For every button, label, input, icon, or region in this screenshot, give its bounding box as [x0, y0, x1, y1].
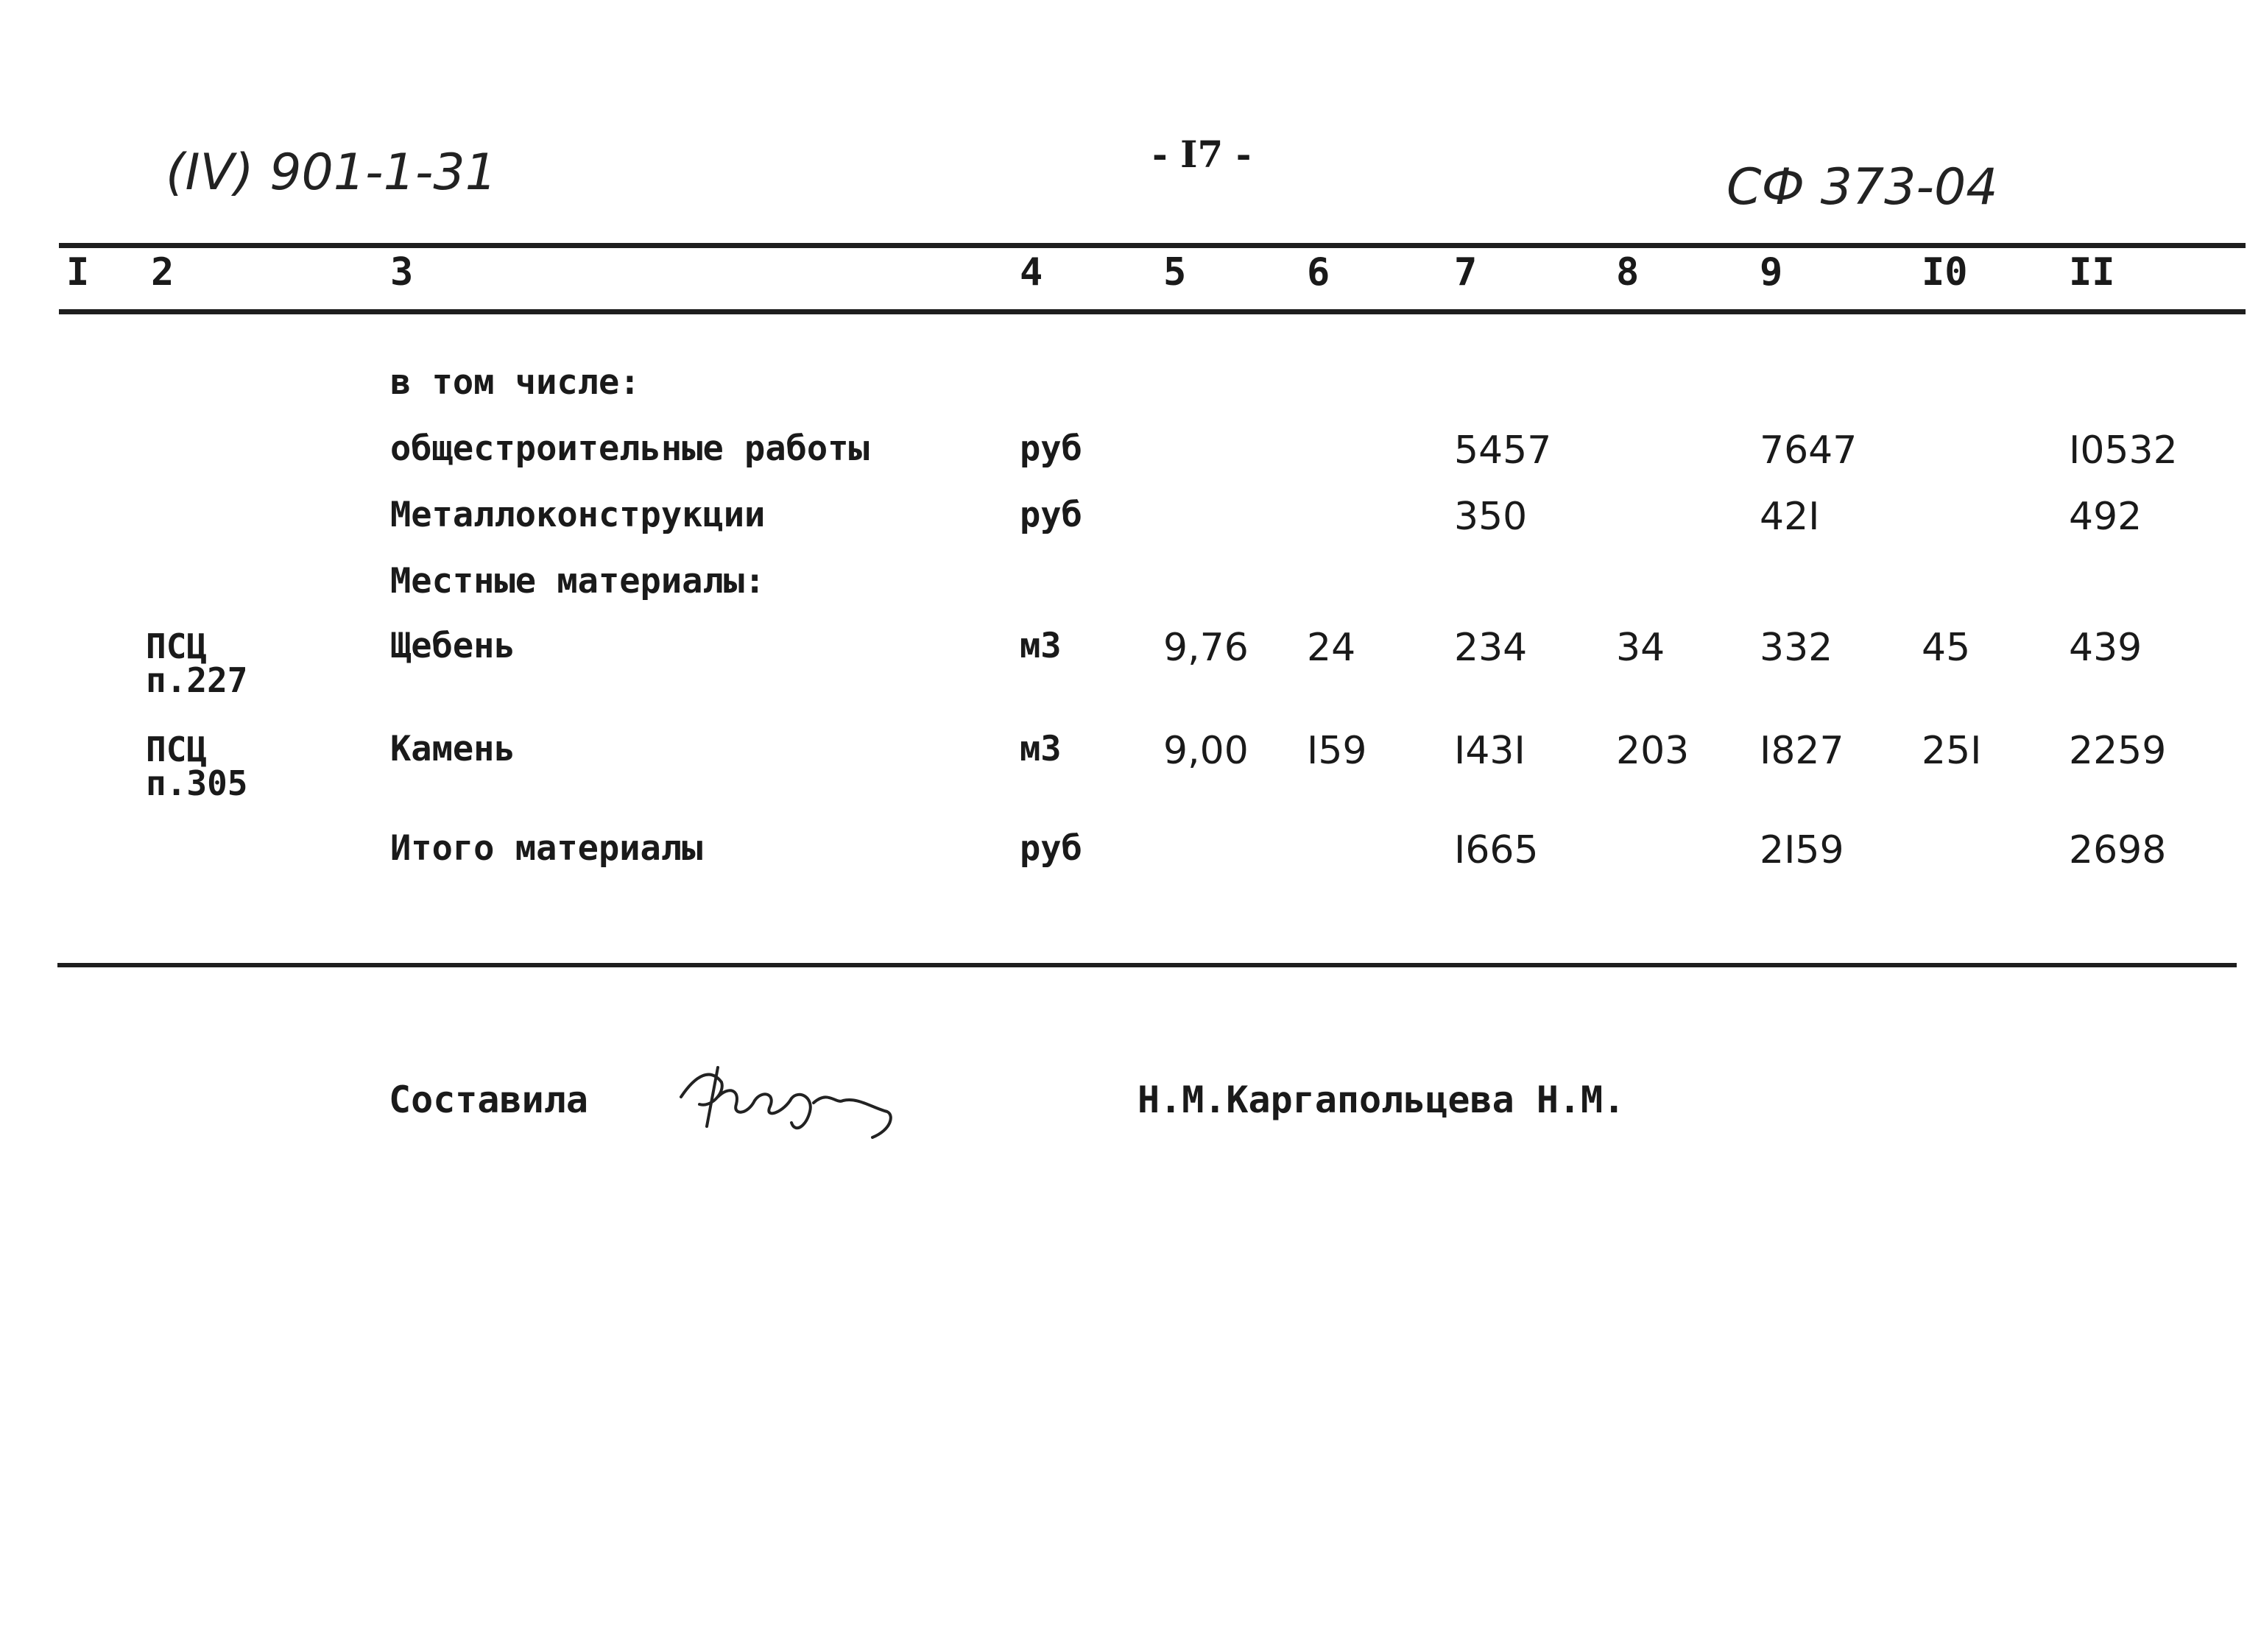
cell-col-7: 350: [1454, 495, 1528, 539]
page-number: - I7 -: [1152, 133, 1252, 176]
price-reference: ПСЦ п.227: [146, 626, 248, 700]
row-unit: руб: [1020, 428, 1082, 469]
column-header-7: 7: [1454, 250, 1478, 294]
row-name: общестроительные работы: [390, 428, 870, 469]
cell-col-6: 24: [1307, 626, 1356, 670]
cell-col-6: I59: [1307, 729, 1367, 773]
cell-col-8: 203: [1616, 729, 1690, 773]
cell-col-10: 45: [1922, 626, 1971, 670]
row-name: Щебень: [390, 626, 515, 666]
column-header-5: 5: [1163, 250, 1187, 294]
cell-col-11: 492: [2069, 495, 2142, 539]
cell-col-11: 2698: [2069, 828, 2167, 872]
column-header-8: 8: [1616, 250, 1640, 294]
cell-col-9: 2I59: [1760, 828, 1844, 872]
header-rule: [59, 309, 2246, 314]
column-header-11: II: [2069, 250, 2115, 294]
cell-col-5: 9,76: [1163, 626, 1249, 670]
document-code-right: СФ 373-04: [1726, 158, 1998, 216]
cell-col-7: 234: [1454, 626, 1528, 670]
cell-col-11: 439: [2069, 626, 2142, 670]
cell-col-9: 42I: [1760, 495, 1820, 539]
row-unit: м3: [1020, 626, 1062, 666]
row-unit: руб: [1020, 495, 1082, 535]
column-header-3: 3: [390, 250, 414, 294]
row-name: Итого материалы: [390, 828, 703, 869]
cell-col-10: 25I: [1922, 729, 1982, 773]
cell-col-11: 2259: [2069, 729, 2167, 773]
row-unit: руб: [1020, 828, 1082, 869]
cell-col-5: 9,00: [1163, 729, 1249, 773]
column-header-2: 2: [151, 250, 174, 294]
cell-col-7: I43I: [1454, 729, 1525, 773]
cell-col-9: 7647: [1760, 428, 1858, 473]
cell-col-7: 5457: [1454, 428, 1552, 473]
column-header-10: I0: [1922, 250, 1968, 294]
signature: [666, 1045, 902, 1148]
cell-col-11: I0532: [2069, 428, 2178, 473]
row-name: Камень: [390, 729, 515, 769]
compiler-name: Н.М.Каргапольцева Н.М.: [1137, 1079, 1626, 1121]
price-reference: ПСЦ п.305: [146, 730, 248, 803]
row-name: в том числе:: [390, 362, 641, 403]
compiled-by-label: Составила: [389, 1079, 588, 1121]
row-name: Металлоконструкции: [390, 495, 766, 535]
column-header-1: I: [66, 250, 90, 294]
cell-col-8: 34: [1616, 626, 1665, 670]
row-name: Местные материалы:: [390, 561, 766, 601]
document-code-left: (IV) 901-1-31: [166, 144, 497, 202]
top-rule: [59, 243, 2246, 248]
cell-col-7: I665: [1454, 828, 1539, 872]
cell-col-9: I827: [1760, 729, 1844, 773]
column-header-4: 4: [1020, 250, 1043, 294]
cell-col-9: 332: [1760, 626, 1833, 670]
column-header-9: 9: [1760, 250, 1783, 294]
column-header-6: 6: [1307, 250, 1330, 294]
row-unit: м3: [1020, 729, 1062, 769]
bottom-rule: [57, 963, 2237, 967]
